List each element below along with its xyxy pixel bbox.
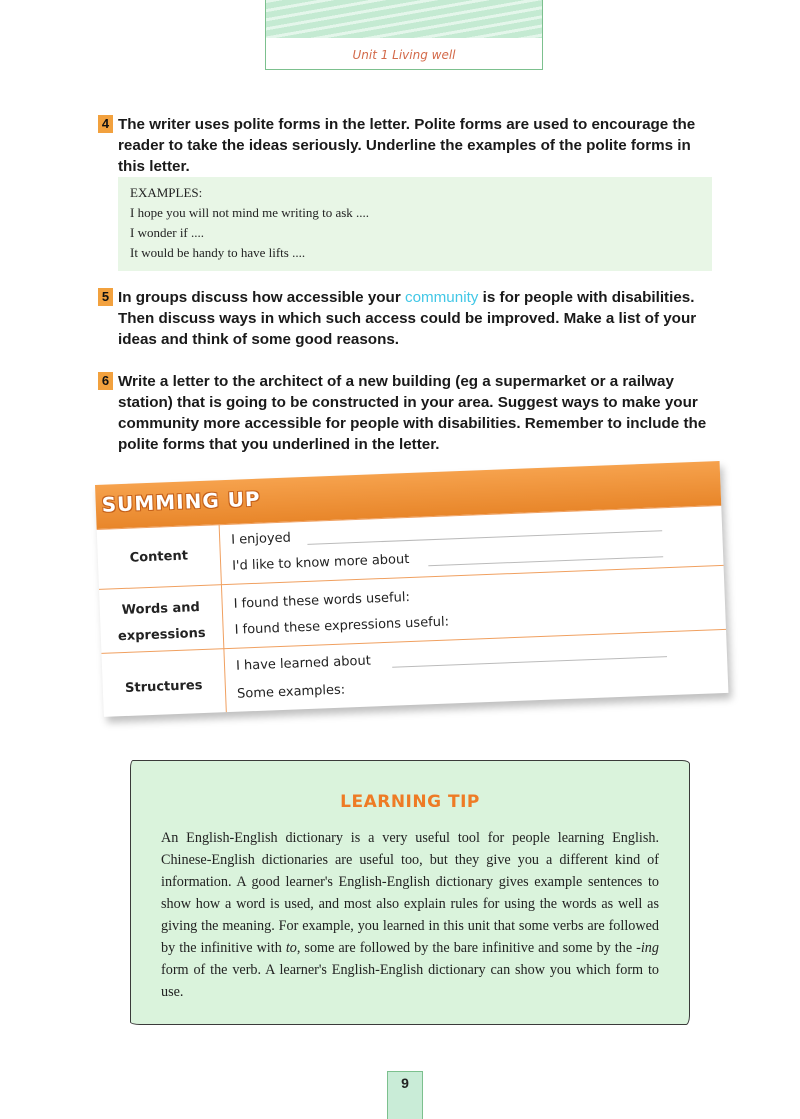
page-number-tab xyxy=(387,1071,423,1119)
row-label: expressions xyxy=(117,625,206,645)
row-label: Content xyxy=(129,548,189,566)
examples-box xyxy=(118,177,712,271)
example-line: I hope you will not mind me writing to ask .... xyxy=(130,205,370,220)
row-label: Words and xyxy=(121,600,201,619)
page-number: 9 xyxy=(401,1075,409,1091)
tip-text: An English-English dictionary is a very useful tool for people learning English. Chinese-English dictionaries are useful too, but they give you a different kind of information. A good learner's English-English dictionary gives example sentences to show how a word is used, and most also explain rules for using the words as well as giving the meaning. For example, you learned in this unit that some verbs are followed by the infinitive with xyxy=(161,830,659,956)
unit-title: Unit 1 Living well xyxy=(352,48,456,62)
example-line: It would be handy to have lifts .... xyxy=(130,245,306,260)
learning-tip-title: LEARNING TIP xyxy=(340,792,480,812)
unit-header-tab xyxy=(265,0,543,70)
question-text xyxy=(118,287,718,350)
example-line: I wonder if .... xyxy=(130,225,205,240)
write-line xyxy=(307,530,662,545)
learning-tip-box xyxy=(130,760,690,1025)
question-number-badge: 5 xyxy=(98,288,113,306)
row-entry: I'd like to know more about xyxy=(231,551,410,574)
row-entry: Some examples: xyxy=(236,682,346,702)
question-number-badge: 6 xyxy=(98,372,113,390)
tip-italic: -ing xyxy=(636,940,659,956)
highlighted-word: community xyxy=(404,289,479,306)
row-entry: I found these expressions useful: xyxy=(234,614,450,638)
tip-italic: to xyxy=(285,940,297,956)
row-label: Structures xyxy=(124,678,203,696)
question-5 xyxy=(98,287,718,350)
summing-up-title: SUMMING UP xyxy=(101,486,262,517)
tip-text: , some are followed by the bare infinitive and some by the xyxy=(296,940,637,956)
row-entry: I found these words useful: xyxy=(233,590,411,612)
row-entry: I have learned about xyxy=(235,653,372,674)
question-number-badge: 4 xyxy=(98,115,113,133)
header-pattern xyxy=(266,0,542,38)
learning-tip-body xyxy=(161,827,659,1003)
row-entry: I enjoyed xyxy=(230,530,292,548)
question-6 xyxy=(98,371,718,455)
question-text-start: In groups discuss how accessible your xyxy=(118,289,405,306)
write-line xyxy=(392,656,667,668)
tip-text: form of the verb. A learner's English-English dictionary can show you which form to use. xyxy=(161,962,659,1000)
summing-up-card xyxy=(95,461,728,717)
question-text: The writer uses polite forms in the letter. Polite forms are used to encourage the reader to take the ideas seriously. Underline the examples of the polite forms in this letter. xyxy=(118,116,696,175)
examples-heading: EXAMPLES: xyxy=(130,185,203,200)
question-text: Write a letter to the architect of a new building (eg a supermarket or a railway station) that is going to be constructed in your area. Suggest ways to make your community more accessible for people with disabilities. Remember to include the polite forms that you underlined in the letter. xyxy=(118,373,707,453)
question-4 xyxy=(98,114,718,177)
question-text-end: is for people with disabilities. Then discuss ways in which such access could be improved. Make a list of your ideas and think of some good reasons. xyxy=(118,289,697,348)
write-line xyxy=(428,556,663,566)
